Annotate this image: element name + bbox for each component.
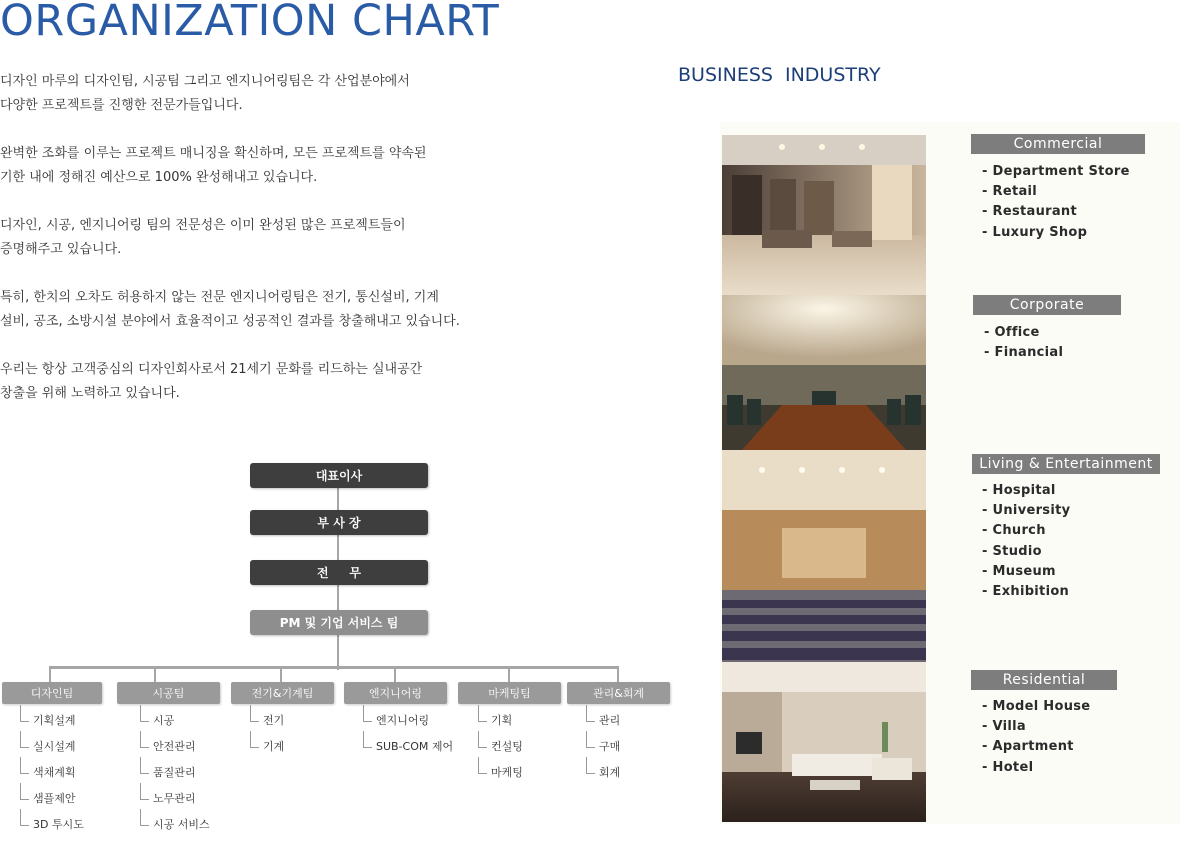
unit-item: 회계 — [586, 763, 620, 789]
dept-admin-accounting-units — [586, 711, 620, 789]
unit-item: 색채계획 — [20, 763, 84, 789]
org-connector — [394, 666, 396, 683]
store-interior-image — [722, 135, 926, 295]
org-director-box: 전 무 — [250, 560, 428, 585]
dept-design-units — [20, 711, 84, 841]
business-industry-title: BUSINESS INDUSTRY — [678, 64, 881, 86]
org-chart — [0, 455, 680, 845]
category-residential-list — [982, 697, 1090, 778]
org-vp-box: 부 사 장 — [250, 510, 428, 535]
boardroom-image — [722, 295, 926, 450]
dept-admin-accounting: 관리&회계 — [567, 682, 670, 704]
category-item: - Restaurant — [982, 204, 1077, 220]
unit-item: 노무관리 — [140, 789, 210, 815]
category-item: - Exhibition — [982, 584, 1070, 600]
photo-commercial-store — [722, 135, 926, 295]
category-item: - Office — [984, 325, 1040, 340]
dept-marketing-units — [478, 711, 523, 789]
category-item: - Hotel — [982, 759, 1034, 775]
dept-engineering: 엔지니어링 — [344, 682, 447, 704]
intro-text — [0, 70, 520, 430]
unit-item: 시공 서비스 — [140, 815, 210, 841]
photo-residential-livingroom — [722, 662, 926, 822]
category-residential-label: Residential — [971, 670, 1117, 690]
intro-paragraph: 완벽한 조화를 이루는 프로젝트 매니징을 확신하며, 모든 프로젝트를 약속된 기한 내에 정해진 예산으로 100% 완성해내고 있습니다. — [0, 146, 427, 185]
org-connector — [49, 666, 51, 683]
dept-engineering-units — [363, 711, 453, 763]
dept-construction-units — [140, 711, 210, 841]
category-item: - Museum — [982, 563, 1056, 579]
category-living-entertainment-list — [982, 481, 1070, 602]
unit-item: 관리 — [586, 711, 620, 737]
unit-item: 컨설팅 — [478, 737, 523, 763]
category-item: - Studio — [982, 543, 1042, 559]
category-item: - University — [982, 503, 1071, 519]
unit-item: 구매 — [586, 737, 620, 763]
unit-item: 시공 — [140, 711, 210, 737]
category-item: - Hospital — [982, 483, 1056, 498]
category-living-entertainment-label: Living & Entertainment — [972, 454, 1160, 474]
org-pm-team-box: PM 및 기업 서비스 팀 — [250, 610, 428, 635]
org-ceo-box: 대표이사 — [250, 463, 428, 488]
unit-item: SUB-COM 제어 — [363, 737, 453, 763]
org-connector — [617, 666, 619, 683]
category-item: - Villa — [982, 719, 1026, 735]
category-item: - Model House — [982, 699, 1091, 714]
category-corporate-list — [984, 323, 1063, 363]
category-item: - Apartment — [982, 739, 1074, 755]
unit-item: 기획 — [478, 711, 523, 737]
dept-electrical-mechanical-units — [250, 711, 284, 763]
intro-paragraph: 디자인, 시공, 엔지니어링 팀의 전문성은 이미 완성된 많은 프로젝트들이 증명해주고 있습니다. — [0, 218, 406, 257]
category-item: - Church — [982, 523, 1046, 539]
unit-item: 마케팅 — [478, 763, 523, 789]
category-item: - Department Store — [982, 164, 1130, 179]
living-room-image — [722, 662, 926, 822]
dept-design: 디자인팀 — [2, 682, 102, 704]
dept-construction: 시공팀 — [117, 682, 220, 704]
org-connector — [49, 666, 619, 669]
auditorium-image — [722, 450, 926, 662]
dept-marketing: 마케팅팀 — [458, 682, 561, 704]
unit-item: 기획설계 — [20, 711, 84, 737]
category-corporate-label: Corporate — [973, 295, 1121, 315]
org-connector — [508, 666, 510, 683]
unit-item: 실시설계 — [20, 737, 84, 763]
category-item: - Retail — [982, 184, 1038, 200]
category-item: - Luxury Shop — [982, 224, 1088, 240]
intro-paragraph: 우리는 항상 고객중심의 디자인회사로서 21세기 문화를 리드하는 실내공간 창출을 위해 노력하고 있습니다. — [0, 362, 423, 401]
unit-item: 안전관리 — [140, 737, 210, 763]
intro-paragraph: 특히, 한치의 오차도 허용하지 않는 전문 엔지니어링팀은 전기, 통신설비, 기계 설비, 공조, 소방시설 분야에서 효율적이고 성공적인 결과를 창출해내고 있습니다. — [0, 290, 460, 329]
industry-panel — [720, 122, 1180, 824]
unit-item: 엔지니어링 — [363, 711, 453, 737]
unit-item: 기계 — [250, 737, 284, 763]
category-commercial-label: Commercial — [971, 134, 1145, 154]
unit-item: 품질관리 — [140, 763, 210, 789]
org-connector — [154, 666, 156, 683]
unit-item: 전기 — [250, 711, 284, 737]
photo-living-auditorium — [722, 450, 926, 662]
unit-item: 샘플제안 — [20, 789, 84, 815]
unit-item: 3D 투시도 — [20, 815, 84, 841]
category-item: - Financial — [984, 345, 1064, 361]
page-title: ORGANIZATION CHART — [0, 0, 500, 46]
dept-electrical-mechanical: 전기&기계팀 — [231, 682, 334, 704]
photo-corporate-boardroom — [722, 295, 926, 450]
intro-paragraph: 디자인 마루의 디자인팀, 시공팀 그리고 엔지니어링팀은 각 산업분야에서 다양한 프로젝트를 진행한 전문가들입니다. — [0, 74, 410, 113]
org-connector — [280, 666, 282, 683]
category-commercial-list — [982, 162, 1130, 243]
